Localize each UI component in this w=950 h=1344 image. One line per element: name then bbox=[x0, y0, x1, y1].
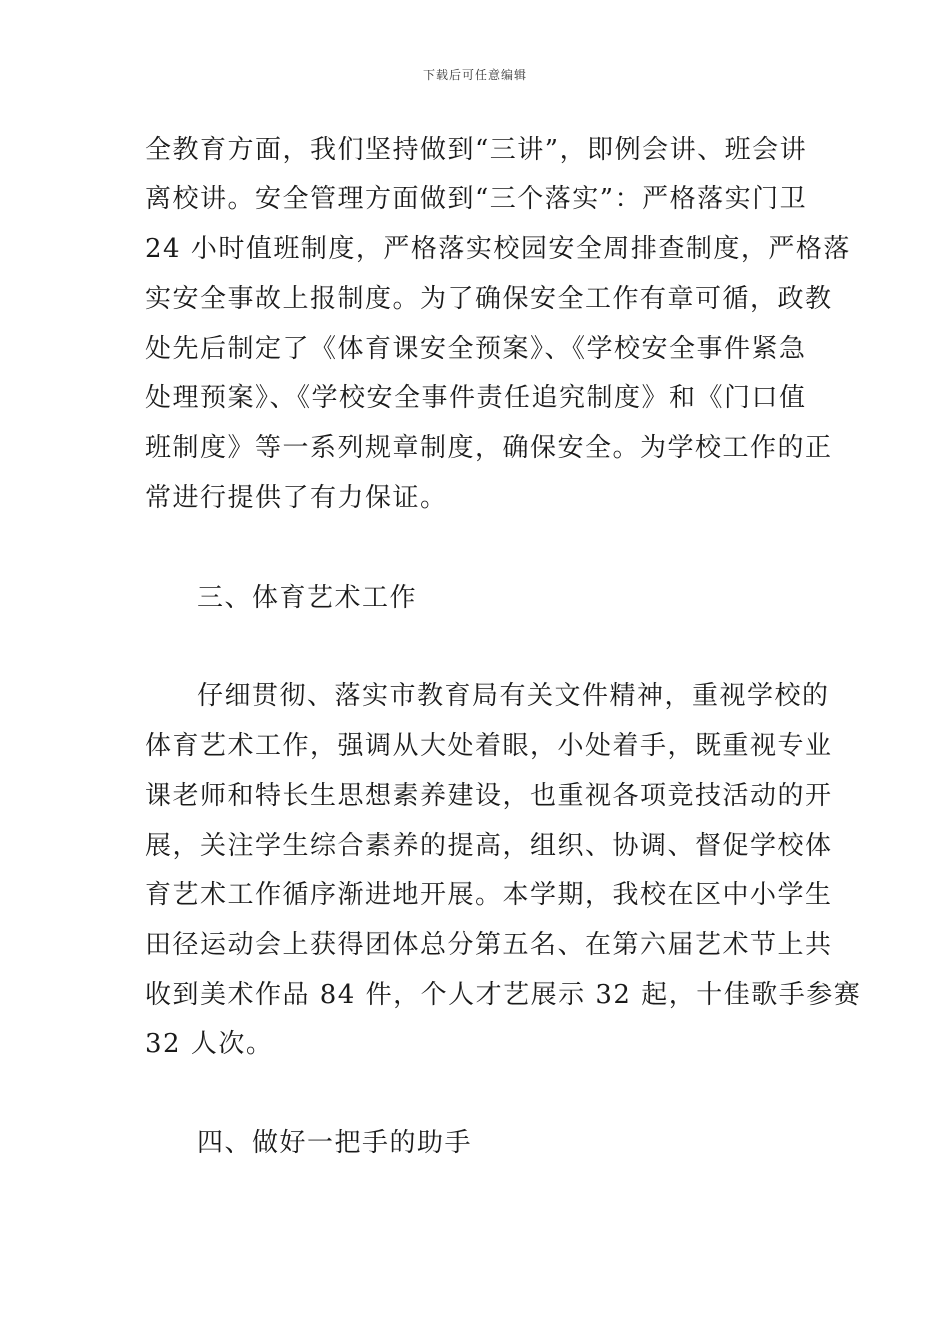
section-heading: 四、做好一把手的助手 bbox=[197, 1128, 473, 1158]
paragraph-line: 展，关注学生综合素养的提高，组织、协调、督促学校体 bbox=[145, 831, 833, 861]
paragraph-line: 全教育方面，我们坚持做到“三讲”，即例会讲、班会讲 bbox=[145, 135, 808, 165]
paragraph-line: 仔细贯彻、落实市教育局有关文件精神，重视学校的 bbox=[197, 681, 830, 711]
paragraph-line: 32 人次。 bbox=[145, 1029, 274, 1059]
paragraph-line: 收到美术作品 84 件，个人才艺展示 32 起，十佳歌手参赛 bbox=[145, 980, 862, 1010]
paragraph-line: 育艺术工作循序渐进地开展。本学期，我校在区中小学生 bbox=[145, 880, 833, 910]
paragraph-line: 24 小时值班制度，严格落实校园安全周排查制度，严格落 bbox=[145, 234, 851, 264]
paragraph-line: 实安全事故上报制度。为了确保安全工作有章可循，政教 bbox=[145, 284, 833, 314]
paragraph-line: 田径运动会上获得团体总分第五名、在第六届艺术节上共 bbox=[145, 930, 833, 960]
section-heading: 三、体育艺术工作 bbox=[197, 583, 418, 613]
paragraph-line: 课老师和特长生思想素养建设，也重视各项竞技活动的开 bbox=[145, 781, 833, 811]
page-header: 下载后可任意编辑 bbox=[422, 68, 527, 82]
paragraph-line: 常进行提供了有力保证。 bbox=[145, 483, 448, 513]
paragraph-line: 处先后制定了《体育课安全预案》、《学校安全事件紧急 bbox=[145, 334, 807, 364]
paragraph-line: 处理预案》、《学校安全事件责任追究制度》和《门口值 bbox=[145, 383, 807, 413]
paragraph-line: 离校讲。安全管理方面做到“三个落实”：严格落实门卫 bbox=[145, 184, 808, 214]
paragraph-line: 班制度》等一系列规章制度，确保安全。为学校工作的正 bbox=[145, 433, 833, 463]
paragraph-line: 体育艺术工作，强调从大处着眼，小处着手，既重视专业 bbox=[145, 731, 833, 761]
